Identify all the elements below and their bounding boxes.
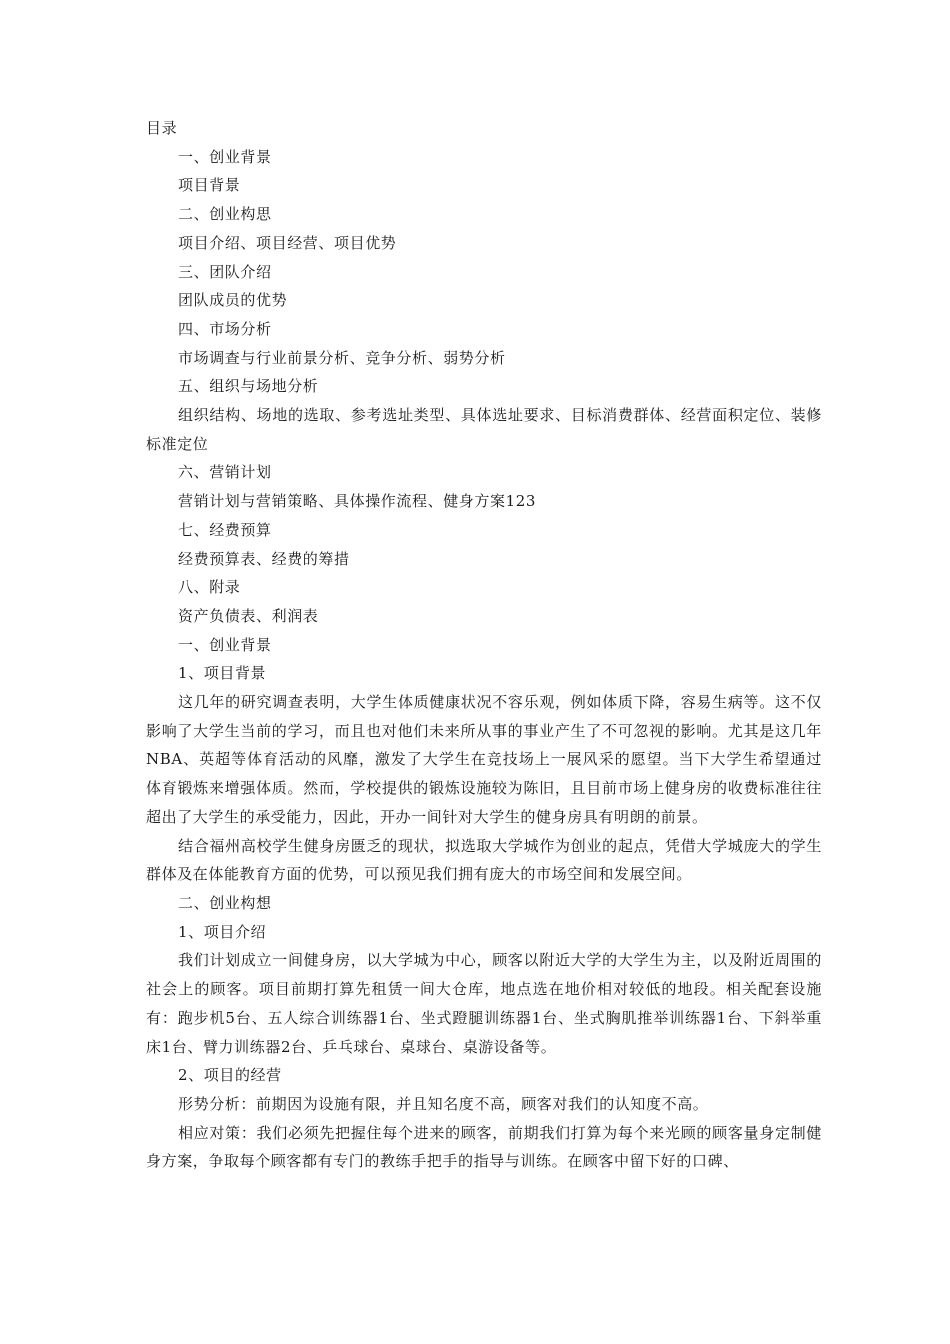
toc-item: 七、经费预算: [178, 520, 272, 539]
toc-item: 资产负债表、利润表: [178, 606, 319, 625]
subsection-heading: 1、项目背景: [178, 664, 267, 683]
body-paragraph: 我们计划成立一间健身房，以大学城为中心，顾客以附近大学的大学生为主，以及附近周围的社会上的顾客。项目前期打算先租赁一间大仓库，地点选在地价相对较低的地段。相关配套设施有：跑步机5台、五人综合训练器1台、坐式蹬腿训练器1台、坐式胸肌推举训练器1台、下斜举重床1台、臂力训练器2台、乒乓球台、桌球台、桌游设备等。: [146, 951, 822, 1056]
toc-item: 三、团队介绍: [178, 262, 272, 281]
toc-item: 项目背景: [178, 176, 241, 195]
toc-item: 市场调查与行业前景分析、竞争分析、弱势分析: [178, 348, 506, 367]
toc-item: 八、附录: [178, 578, 241, 597]
body-paragraph: 结合福州高校学生健身房匮乏的现状，拟选取大学城作为创业的起点，凭借大学城庞大的学生群体及在体能教育方面的优势，可以预见我们拥有庞大的市场空间和发展空间。: [146, 836, 822, 884]
section-heading: 一、创业背景: [178, 635, 272, 654]
toc-item: 经费预算表、经费的筹措: [178, 549, 350, 568]
toc-item: 组织结构、场地的选取、参考选址类型、具体选址要求、目标消费群体、经营面积定位、装修标准定位: [146, 406, 822, 453]
toc-item: 一、创业背景: [178, 147, 272, 166]
subsection-heading: 1、项目介绍: [178, 922, 267, 941]
section-heading: 二、创业构想: [178, 893, 272, 912]
toc-item: 营销计划与营销策略、具体操作流程、健身方案123: [178, 492, 537, 511]
subsection-heading: 2、项目的经营: [178, 1066, 282, 1085]
body-paragraph: 这几年的研究调查表明，大学生体质健康状况不容乐观，例如体质下降，容易生病等。这不仅影响了大学生当前的学习，而且也对他们未来所从事的事业产生了不可忽视的影响。尤其是这几年NBA、英超等体育活动的风靡，激发了大学生在竞技场上一展风采的愿望。当下大学生希望通过体育锻炼来增强体质。然而，学校提供的锻炼设施较为陈旧，且目前市场上健身房的收费标准往往超出了大学生的承受能力，因此，开办一间针对大学生的健身房具有明朗的前景。: [146, 693, 822, 826]
toc-item: 二、创业构思: [178, 205, 272, 224]
document-page: [146, 114, 822, 1176]
toc-item: 六、营销计划: [178, 463, 272, 482]
body-paragraph: 相应对策：我们必须先把握住每个进来的顾客，前期我们打算为每个来光顾的顾客量身定制健身方案，争取每个顾客都有专门的教练手把手的指导与训练。在顾客中留下好的口碑、: [146, 1123, 822, 1171]
toc-item: 项目介绍、项目经营、项目优势: [178, 233, 397, 252]
toc-item: 团队成员的优势: [178, 291, 288, 310]
toc-title: 目录: [146, 119, 178, 137]
toc-item: 四、市场分析: [178, 319, 272, 338]
toc-item: 五、组织与场地分析: [178, 377, 319, 396]
body-paragraph: 形势分析：前期因为设施有限，并且知名度不高，顾客对我们的认知度不高。: [178, 1094, 709, 1113]
